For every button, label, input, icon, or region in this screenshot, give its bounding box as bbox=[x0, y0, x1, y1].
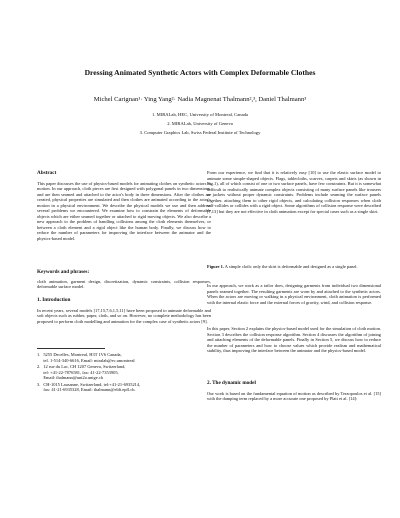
affiliation-2: 2. MIRALab, University of Geneva bbox=[167, 121, 233, 126]
footnote-text: 12 rue du Lac, CH 1207 Geneva, Switzerland, tel: +41-22-7876581, fax: 41-22-7353905, Email: thalmann@uni2a.unige.ch bbox=[43, 364, 126, 381]
footnote-text: 5255 Decelles, Montreal, H3T 1V6 Canada, tel. 1-514-340-6616, Email: miralab@ec.umontreal bbox=[43, 352, 135, 363]
footnote-text: CH-1015 Lausanne, Switzerland, tel:+41-21-6935214, fax: 41-21-6935328, Email: thalmann@eldi.epfl.ch. bbox=[43, 381, 141, 393]
right-column-para2 bbox=[207, 283, 381, 305]
footnote-number: 1. bbox=[37, 352, 41, 357]
section-2-text: Our work is based on the fundamental equation of motion as described by Terzopoulos et al. [15] with the damping term replaced by a more accurate one proposed by Platt et al. [14]: bbox=[207, 390, 381, 402]
keywords-block bbox=[37, 269, 211, 290]
left-column bbox=[37, 170, 211, 242]
intro-continued-text: From our experience, we find that it is relatively easy [10] to use the elastic surface model to animate some simple-shaped objects. Flags, tablecloths, scarves, carpets and skirts (as shown in Fig.1), all of which consist of one or two surface panels, have few constraints. But it is somewhat difficult to realistically animate complex objects consisting of many surface panels like trousers or jackets without proper dynamic constraints. Problems include seaming the surface panels together, attaching them to other rigid objects, and calculating collision responses when cloth self-collides or collides with a rigid object. Some algorithms of collision response were described [7,13] but they are not effective in cloth animation except for special cases such as a single skirt. bbox=[207, 170, 381, 214]
footnotes-block bbox=[37, 352, 211, 394]
keywords-text: cloth animation, garment design, discretization, dynamic constraints, collision responses, deformable surface model. bbox=[37, 278, 211, 290]
footnote-item bbox=[37, 352, 211, 363]
figure-caption-label: Figure 1. bbox=[207, 264, 224, 269]
footnote-rule bbox=[37, 348, 105, 349]
keywords-heading: Keywords and phrases: bbox=[37, 269, 90, 275]
abstract-text: This paper discusses the use of physics-based models for animating clothes on synthetic actors in motion. In our approach, cloth pieces are first designed with polygonal panels in two dimensions, and are then seamed and attached to the actor's body in three dimensions. After the clothes are created, physical properties are simulated and then clothes are animated according to the actor's motion in a physical environment. We describe the physical models we use and then address several problems we encountered. We examine how to constrain the elements of deformable objects which are either seamed together or attached to rigid moving objects. We also describe a new approach to the problem of handling collisions among the cloth elements themselves, or between a cloth element and a rigid object like the human body. Finally, we discuss how to reduce the number of parameters for improving the interface between the animator and the physics-based model. bbox=[37, 180, 211, 241]
right-column-intro bbox=[207, 170, 381, 214]
footnote-item bbox=[37, 364, 211, 381]
footnote-number: 2. bbox=[37, 364, 41, 370]
paper-title: Dressing Animated Synthetic Actors with Complex Deformable Clothes bbox=[84, 68, 316, 77]
introduction-text: In recent years, several models [17,15,7,6,1,5,11] have been proposed to animate deformable and soft objects such as rubber, paper, cloth, and so on. However, no complete methodology has been proposed to perform cloth modelling and animation for the complex case of synthetic actors [9]. bbox=[37, 307, 211, 324]
footnote-list bbox=[37, 352, 211, 393]
introduction-block bbox=[37, 297, 211, 324]
affiliation-1: 1. MIRALab, HEC, University of Montreal, Canada bbox=[152, 112, 248, 117]
section-2-block bbox=[207, 380, 381, 402]
section-2-heading: 2. The dynamic model bbox=[207, 380, 256, 386]
footnote-item bbox=[37, 382, 211, 393]
affiliation-3: 3. Computer Graphics Lab, Swiss Federal Institute of Technology bbox=[139, 130, 261, 135]
figure-caption-text: A simple cloth: only the skirt is deformable and designed as a single panel. bbox=[223, 264, 358, 269]
right-column-para3 bbox=[207, 326, 381, 354]
figure-1-caption bbox=[207, 264, 381, 270]
introduction-heading: 1. Introduction bbox=[37, 297, 71, 303]
author-list: Michel Carignan¹· Ying Yang²· Nadia Magnenat Thalmann²,³, Daniel Thalmann³ bbox=[93, 96, 307, 103]
abstract-heading: Abstract bbox=[37, 170, 57, 176]
outline-text: In this paper, Section 2 explains the physics-based model used for the simulation of cloth motion. Section 3 describes the collision response algorithm. Section 4 discusses the algorithm of joining and attaching elements of the deformable panels. Finally in Section 5, we discuss how to reduce the number of parameters and how to choose values which provide realism and mathematical stability, thus improving the interface between the animator and the physics-based model. bbox=[207, 326, 381, 354]
footnote-number: 3. bbox=[37, 381, 41, 387]
approach-text: In our approach, we work as a tailor does, designing garments from individual two dimensional panels seamed together. The resulting garments are worn by and attached to the synthetic actors. When the actors are moving or walking in a physical environment, cloth animation is performed with the internal elastic force and the external forces of gravity, wind, and collision response. bbox=[207, 283, 381, 305]
